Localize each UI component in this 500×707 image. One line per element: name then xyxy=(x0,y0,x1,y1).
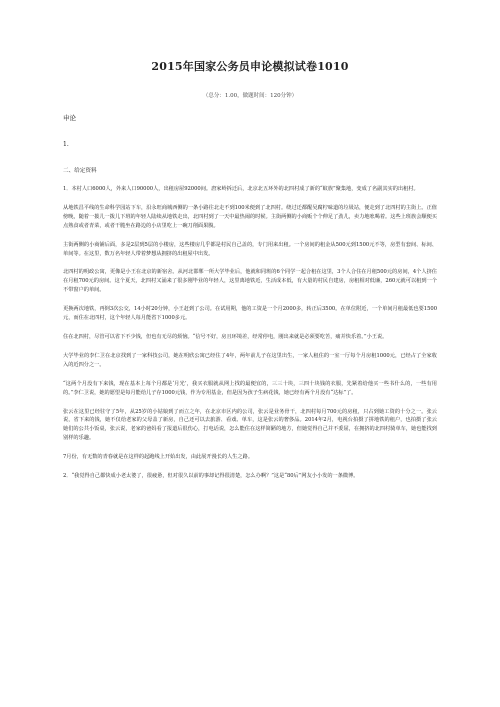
document-title: 2015年国家公务员申论模拟试卷1010 xyxy=(151,60,349,73)
paragraph: 张云在这里已经驻守了5年，从25岁的小姑娘到了而立之年，在北京市区内的公司，张云是业务骨干，北四村每月700元的房租，只占到她工资的十分之一。张云说，省下来的钱，她不仅给老家的父母盖了新房，自己还可以去旅游、看戏、单车，这是张云的奢侈品。2014年2月，电视台拍摄了拼地铁的租户，也拍摄了张云她们的公共小饭桌，张云说，老家的爸妈看了报道后很伤心，打电话说，怎么能住在这样简陋的地方，但她觉得自己并不委屈，在拥挤的北四村骑单车，她也能找到别样的乐趣。 xyxy=(63,408,437,442)
paragraph: 大学毕业的李仁卫在北京找到了一家科技公司，她在明欣公寓已经住了4年，两年前儿子在这里出生，一家人租住的一室一厅每个月房租1000元，已经占了全家收入的近四分之一。 xyxy=(63,352,437,368)
section-label: 申论 xyxy=(63,114,76,122)
paragraph: 1．本村人口6000人，外来人口90000人，出租房屋92000间。唐家岭拆迁后，北京北五环外的北四村成了新的“蚁族”聚集地，变成了名副其实的出租村。 xyxy=(63,186,419,192)
paragraph: 北四村的明政公寓，更像是小王在北京的新宿舍。从河北邯郸一所大学毕业后，他就和同班的6个同学一起合租在这里，3个人合住在月租500元的房间，4个人挤住在月租700元的房间。这个夏天，北四村又涌来了很多刚毕业的年轻人，这里离地铁近，生活成本低，有大量的村民自建房，房租相对低廉，260元就可以租到一个不带窗户的单间。 xyxy=(63,269,437,294)
exam-meta: （总分：1.00，做题时间：120分钟） xyxy=(202,93,298,99)
subsection-heading: 二、给定资料 xyxy=(63,168,97,174)
paragraph: 从地铁昌平线的生命科学园站下车，沿永旺商城西侧的一条小路往北走不到100米便到了北四村。绕过迁都醒吴腐柠味道的垃圾站，便走到了北四村的主街上。正值傍晚，随着一拨儿一拨儿下班的年轻人陆续从地铁走出，北四村到了一天中最热闹的时候。主街两侧的小商贩个个伸足了劲儿，卖力地吆喝着。这些上班族会顺便买点熟食或者青菜，或者干脆坐在路边的小店里吃上一碗刀削面果腹。 xyxy=(63,204,437,229)
paragraph: “这两个月没有下来钱，现在基本上每个月都是‘月光’，我买衣服就从网上找的最便宜的，三三十块，三四十块钱的衣服，先紧着给他买一些书什么的，一些有用的。”李仁卫说，她的愿望是每月能给儿子存1000元钱，作为专用基金，但是因为孩子生病花钱，她已经有两个月没有“达标”了。 xyxy=(63,380,437,396)
paragraph: 主街两侧的小商铺后面，多是2层到5层的小楼房，这些楼房几乎都是村民自己盖的，专门用来出租。一个房间的租金从500元到1500元不等，房型有套间、标间、单间等。在这里，数万名年轻人带着梦想从拥挤的出租屋中出发。 xyxy=(63,241,437,257)
paragraph: 7月份，有无数的青春就是在这样的起跑线上开始出发，由此展开漫长的人生之路。 xyxy=(63,454,254,461)
paragraph: 更换两次地铁，再倒3次公交，14小时20分钟，小王赶到了公司。在试用期，他的工资是一个月2000多，转正后3500。在单位附近，一个单间月租最低也要1500元，而住在北四村，这个年轻人每月能省下1000多元。 xyxy=(63,306,437,322)
paragraph: 住在北四村，尽管可以省下不少钱，但也有无尽的烦恼。“信号不好，房且环境差，经常停电，刚出来就是必须要吃苦，痛并快乐着。”小王说。 xyxy=(63,333,388,340)
paragraph: 2．“我觉得自己都快成小老太婆了，很疲惫，但对很久以前的事却记得很清楚，怎么办啊？”这是“80后”网友小小发的一条微博。 xyxy=(63,473,359,480)
question-number: 1. xyxy=(63,141,69,148)
